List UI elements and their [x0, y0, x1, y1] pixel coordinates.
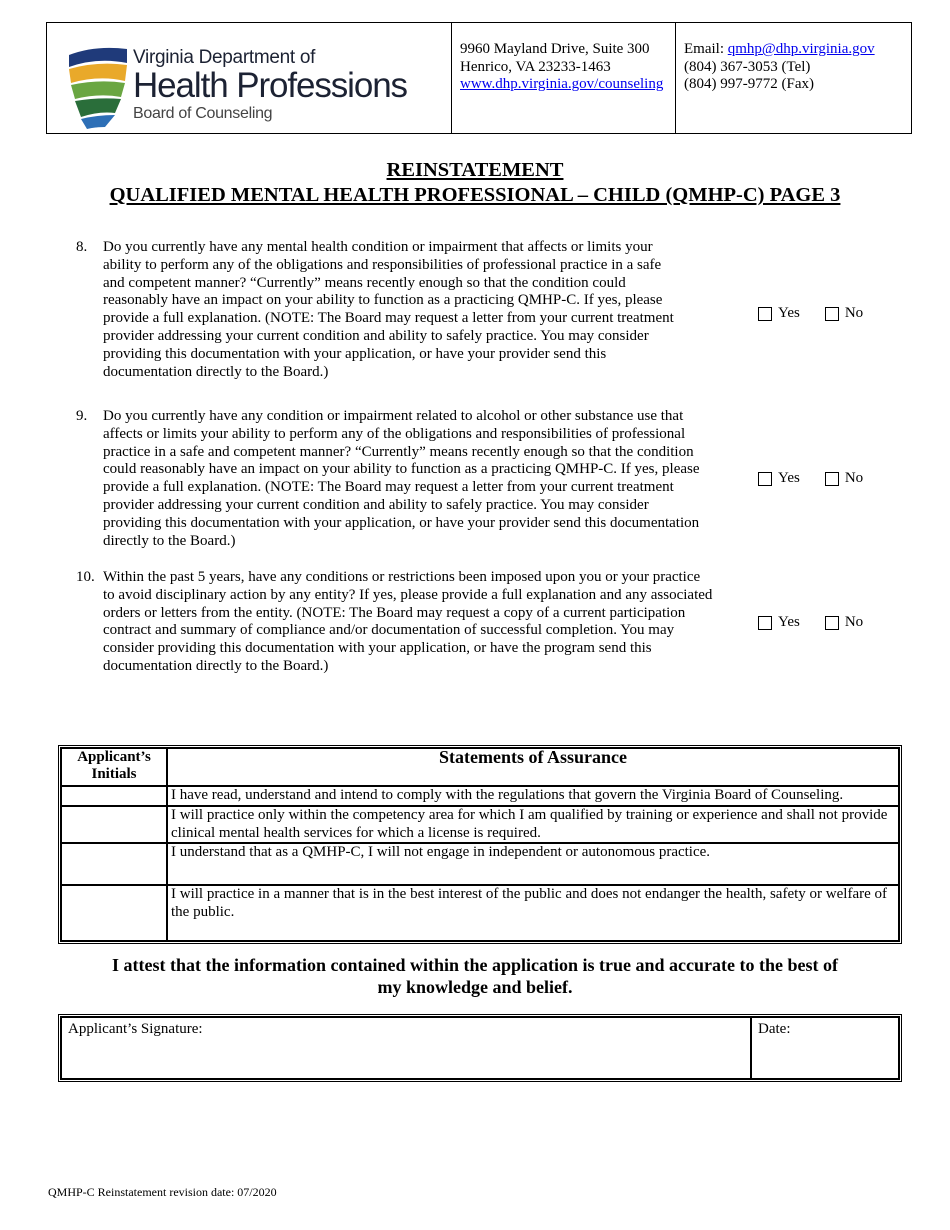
address-city: Henrico, VA 23233-1463 — [460, 58, 611, 75]
signature-table — [58, 1014, 902, 1082]
attestation-line-2: my knowledge and belief. — [377, 977, 573, 997]
statement-text: I will practice in a manner that is in the best interest of the public and does not endanger the health, safety or welfare of the public. — [167, 885, 899, 941]
yes-label: Yes — [778, 614, 800, 630]
assurance-table — [58, 745, 902, 944]
question-line: affects or limits your ability to perform any of the obligations and responsibilities of professional — [103, 425, 686, 442]
table-header-row — [61, 748, 899, 786]
question-line: provide a full explanation. (NOTE: The Board may request a letter from your current treatment — [103, 310, 674, 327]
question-8 — [76, 239, 736, 381]
logo-wordmark — [133, 47, 407, 123]
initials-field[interactable] — [61, 786, 167, 806]
yes-label: Yes — [778, 470, 800, 486]
contact-cell — [676, 23, 911, 133]
question-text — [103, 569, 736, 676]
statements-header: Statements of Assurance — [167, 748, 899, 786]
question-line: could reasonably have an impact on your ability to function as a practicing QMHP-C. If yes, please — [103, 461, 700, 478]
question-line: provider addressing your current condition and ability to safely practice. You may consider — [103, 496, 649, 513]
question-line: ability to perform any of the obligations and responsibilities of professional practice in a safe — [103, 256, 662, 273]
question-line: providing this documentation with your application, or have your provider send this documentation — [103, 514, 700, 531]
yes-checkbox[interactable] — [758, 472, 772, 486]
yes-checkbox[interactable] — [758, 616, 772, 630]
email-link[interactable]: qmhp@dhp.virginia.gov — [727, 41, 875, 57]
question-line: documentation directly to the Board.) — [103, 657, 329, 674]
logo-department: Virginia Department of — [133, 47, 316, 68]
statement-text: I will practice only within the competency area for which I am qualified by training or experience and shall not provide clinical mental health services for which a license is required. — [167, 806, 899, 844]
yes-checkbox[interactable] — [758, 307, 772, 321]
question-line: Within the past 5 years, have any conditions or restrictions been imposed upon you or your practice — [103, 569, 701, 585]
address-cell — [452, 23, 676, 133]
question-text — [103, 239, 736, 381]
table-row — [61, 806, 899, 844]
phone-fax: (804) 997-9772 (Fax) — [684, 76, 814, 92]
page-title — [0, 158, 950, 208]
dhp-logo-icon — [65, 41, 129, 131]
attestation-line-1: I attest that the information contained within the application is true and accurate to the best of — [112, 955, 838, 975]
question-line: directly to the Board.) — [103, 532, 236, 549]
question-line: practice in a safe and competent manner? “Currently” means recently enough so that the condition — [103, 443, 694, 460]
question-line: orders or letters from the entity. (NOTE: The Board may request a copy of a current participation — [103, 604, 686, 621]
no-checkbox[interactable] — [825, 472, 839, 486]
revision-footer: QMHP-C Reinstatement revision date: 07/2020 — [48, 1185, 277, 1199]
question-line: reasonably have an impact on your ability to function as a practicing QMHP-C. If yes, please — [103, 292, 663, 309]
question-line: provider addressing your current condition and ability to safely practice. You may consider — [103, 327, 649, 344]
no-label: No — [844, 614, 864, 630]
question-9 — [76, 408, 736, 550]
initials-field[interactable] — [61, 806, 167, 844]
letterhead — [46, 22, 912, 134]
table-row — [61, 786, 899, 806]
no-label: No — [844, 305, 864, 321]
initials-field[interactable] — [61, 843, 167, 885]
email-line — [684, 41, 911, 59]
question-9-answer — [758, 470, 863, 487]
signature-label: Applicant’s Signature: — [68, 1021, 203, 1037]
no-label: No — [844, 470, 864, 486]
initials-header: Applicant’s Initials — [61, 748, 167, 786]
question-number: 8. — [76, 239, 88, 255]
statement-text: I understand that as a QMHP-C, I will not engage in independent or autonomous practice. — [167, 843, 899, 885]
question-number: 10. — [76, 569, 95, 585]
question-line: Do you currently have any mental health condition or impairment that affects or limits your — [103, 239, 653, 255]
title-line-2: QUALIFIED MENTAL HEALTH PROFESSIONAL – CHILD (QMHP-C) PAGE 3 — [109, 184, 841, 206]
question-line: provide a full explanation. (NOTE: The Board may request a letter from your current treatment — [103, 479, 674, 496]
website-link[interactable]: www.dhp.virginia.gov/counseling — [460, 76, 664, 92]
question-10-answer — [758, 614, 863, 631]
email-label: Email: — [684, 41, 728, 57]
statement-text: I have read, understand and intend to comply with the regulations that govern the Virginia Board of Counseling. — [167, 786, 899, 806]
table-row — [61, 843, 899, 885]
question-number: 9. — [76, 408, 88, 424]
question-line: to avoid disciplinary action by any entity? If yes, please provide a full explanation and any associated — [103, 586, 713, 603]
question-line: providing this documentation with your application, or have your provider send this — [103, 345, 607, 362]
date-label: Date: — [758, 1021, 791, 1037]
question-8-answer — [758, 305, 863, 322]
no-checkbox[interactable] — [825, 616, 839, 630]
logo-cell — [47, 23, 452, 133]
date-field[interactable] — [751, 1017, 899, 1079]
logo-agency: Health Professions — [133, 66, 407, 105]
signature-row — [61, 1017, 899, 1079]
logo-board: Board of Counseling — [133, 105, 273, 122]
table-row — [61, 885, 899, 941]
question-line: Do you currently have any condition or impairment related to alcohol or other substance use that — [103, 408, 684, 424]
attestation — [0, 954, 950, 998]
question-text — [103, 408, 736, 550]
question-10 — [76, 569, 736, 676]
initials-field[interactable] — [61, 885, 167, 941]
no-checkbox[interactable] — [825, 307, 839, 321]
question-line: consider providing this documentation with your application, or have the program send this — [103, 640, 652, 657]
phone-tel: (804) 367-3053 (Tel) — [684, 58, 811, 75]
question-line: documentation directly to the Board.) — [103, 363, 329, 380]
question-line: and competent manner? “Currently” means recently enough so that the condition could — [103, 274, 626, 291]
yes-label: Yes — [778, 305, 800, 321]
address-street: 9960 Mayland Drive, Suite 300 — [460, 41, 650, 57]
signature-field[interactable] — [61, 1017, 751, 1079]
title-line-1: REINSTATEMENT — [386, 159, 564, 181]
question-line: contract and summary of compliance and/or documentation of successful completion. You may — [103, 622, 675, 639]
